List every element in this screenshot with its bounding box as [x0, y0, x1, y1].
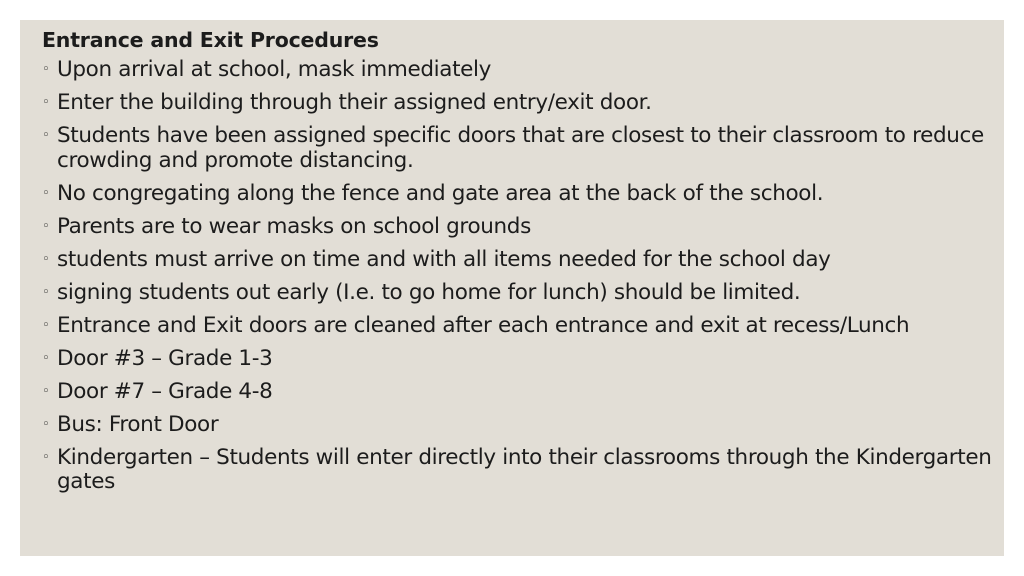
list-item-text: Kindergarten – Students will enter directly into their classrooms through the Kindergarten gates — [57, 444, 992, 494]
bullet-icon: ◦ — [42, 284, 50, 300]
list-item-text: Upon arrival at school, mask immediately — [57, 57, 492, 82]
list-item-text: Entrance and Exit doors are cleaned after each entrance and exit at recess/Lunch — [57, 312, 910, 338]
list-item — [42, 380, 992, 405]
list-item — [42, 281, 992, 306]
list-item — [42, 347, 992, 372]
list-item-text: signing students out early (I.e. to go home for lunch) should be limited. — [57, 279, 801, 305]
content-panel — [20, 20, 1004, 556]
list-item-text: Parents are to wear masks on school grounds — [57, 213, 531, 239]
list-item-text: No congregating along the fence and gate area at the back of the school. — [57, 180, 824, 206]
list-item-text: Door #3 – Grade 1-3 — [57, 345, 273, 371]
bullet-icon: ◦ — [42, 383, 50, 399]
list-item-text: Enter the building through their assigned entry/exit door. — [57, 90, 652, 115]
list-item — [42, 215, 992, 240]
list-item — [42, 413, 992, 438]
list-item — [42, 58, 992, 83]
bullet-icon: ◦ — [42, 317, 50, 333]
bullet-icon: ◦ — [42, 62, 50, 77]
list-item — [42, 248, 992, 273]
list-item-text: Bus: Front Door — [57, 411, 219, 437]
bullet-icon: ◦ — [42, 416, 50, 432]
list-item — [42, 124, 992, 173]
list-item — [42, 314, 992, 339]
list-item — [42, 446, 992, 495]
list-item-text: Door #7 – Grade 4-8 — [57, 378, 273, 404]
list-item-text: Students have been assigned specific doors that are closest to their classroom to reduce crowding and promote distancing. — [57, 123, 984, 173]
list-item — [42, 91, 992, 116]
bullet-list — [42, 58, 992, 495]
list-item — [42, 182, 992, 207]
bullet-icon: ◦ — [42, 128, 50, 143]
slide-content — [42, 26, 992, 503]
list-item-text: students must arrive on time and with all items needed for the school day — [57, 246, 831, 272]
bullet-icon: ◦ — [42, 350, 50, 366]
bullet-icon: ◦ — [42, 185, 50, 201]
bullet-icon: ◦ — [42, 218, 50, 234]
slide-heading: Entrance and Exit Procedures — [42, 28, 379, 52]
bullet-icon: ◦ — [42, 251, 50, 267]
bullet-icon: ◦ — [42, 95, 50, 110]
bullet-icon: ◦ — [42, 449, 50, 465]
